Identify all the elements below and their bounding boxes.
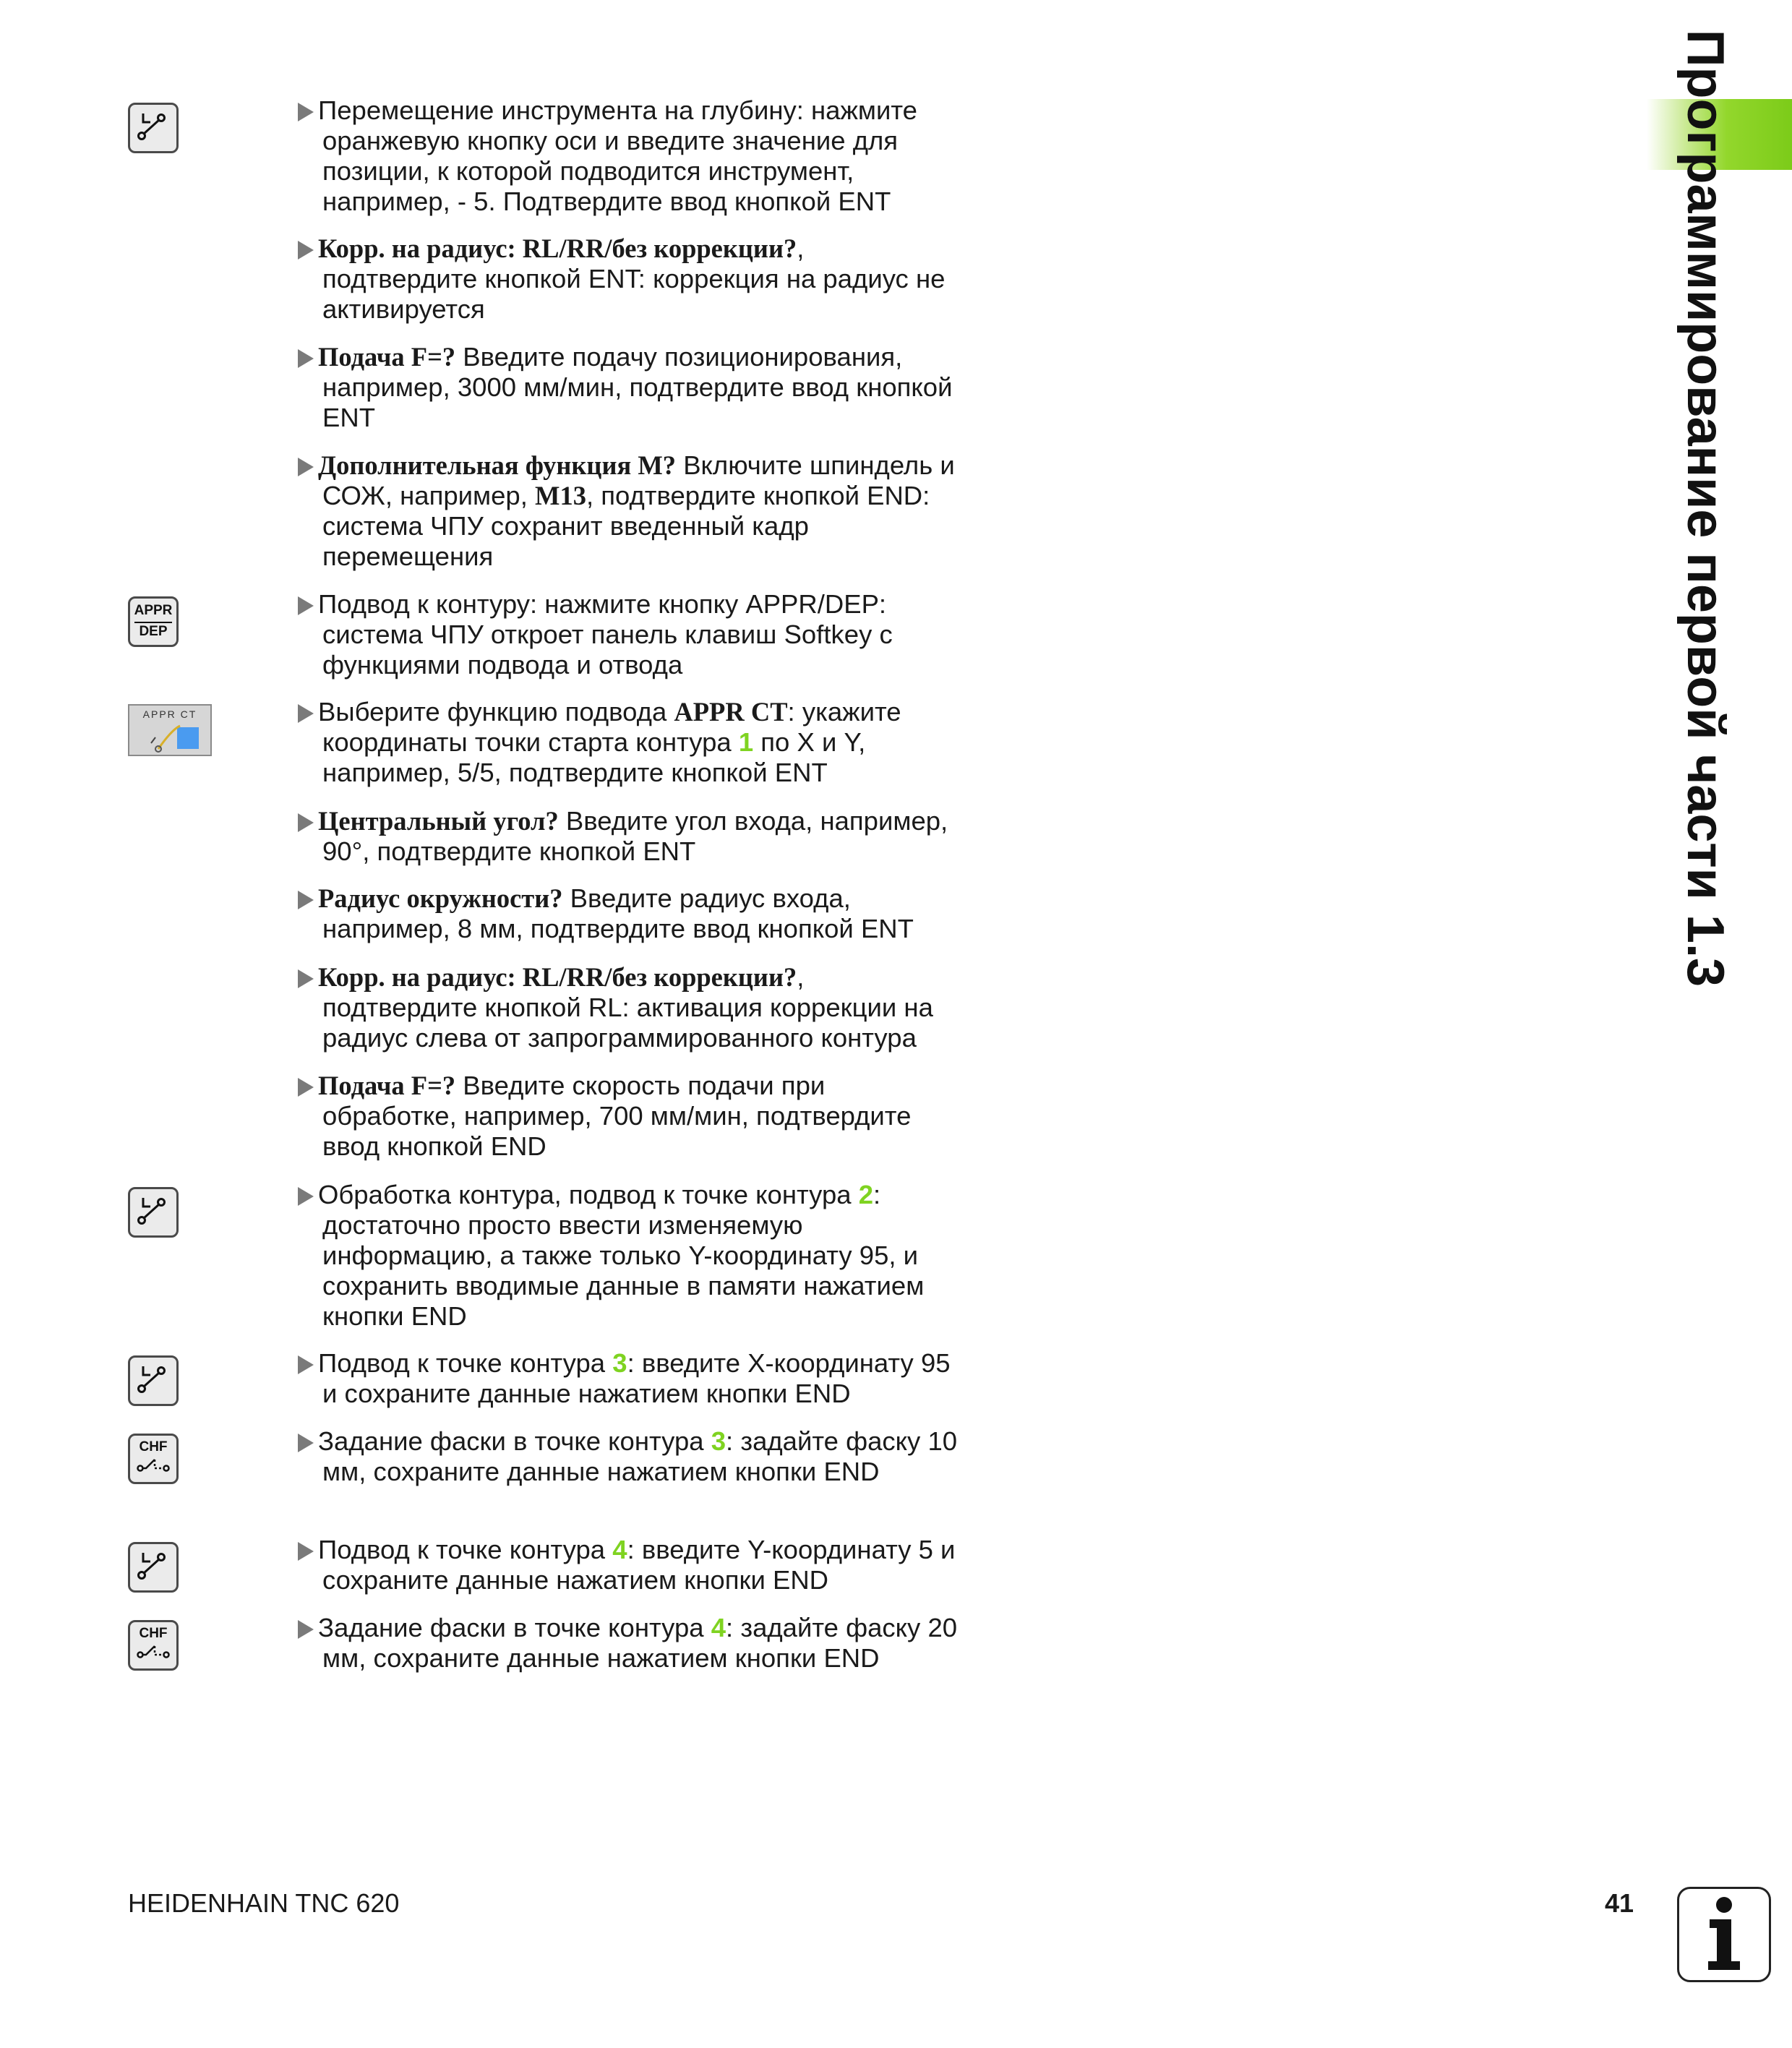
step-prompt-text: Подача F=?	[318, 1071, 456, 1100]
bullet-arrow-icon	[298, 1542, 314, 1561]
appr-ct-softkey-icon	[128, 704, 212, 756]
bullet-arrow-icon	[298, 1620, 314, 1639]
bullet-arrow-icon	[298, 241, 314, 260]
bullet-arrow-icon	[298, 596, 314, 615]
step-body-text: по X и Y, например, 5/5, подтвердите кнопкой ENT	[322, 727, 866, 787]
step-body-text: Включите шпиндель и СОЖ, например,	[322, 450, 955, 510]
bullet-arrow-icon	[298, 349, 314, 368]
step-text	[298, 1180, 963, 1332]
appr-dep-key-icon	[128, 596, 179, 647]
step-body-text: Выберите функцию подвода	[318, 697, 674, 727]
line-l-key-icon	[128, 1355, 179, 1406]
step-text	[298, 1071, 963, 1162]
step-text	[298, 1348, 963, 1409]
step-body-text: Задание фаски в точке контура	[318, 1613, 711, 1642]
instruction-step	[298, 1613, 963, 1674]
step-body-text: , подтвердите кнопкой RL: активация коррекции на радиус слева от запрограммированного контура	[322, 962, 933, 1053]
step-prompt-text: Корр. на радиус: RL/RR/без коррекции?	[318, 962, 797, 992]
bullet-arrow-icon	[298, 1078, 314, 1097]
step-body-text: Обработка контура, подвод к точке контура	[318, 1180, 859, 1209]
step-text	[298, 1426, 963, 1487]
step-text	[298, 342, 963, 433]
step-body-text: , подтвердите кнопкой ENT: коррекция на радиус не активируется	[322, 233, 946, 324]
instruction-step	[298, 450, 963, 572]
step-body-text: Подвод к точке контура	[318, 1348, 613, 1378]
instruction-step	[298, 342, 963, 433]
step-prompt-text: Корр. на радиус: RL/RR/без коррекции?	[318, 233, 797, 263]
step-prompt-text: Подача F=?	[318, 342, 456, 372]
bullet-arrow-icon	[298, 1355, 314, 1374]
page-number: 41	[1605, 1888, 1634, 1918]
step-body-text: Введите радиус входа, например, 8 мм, подтвердите ввод кнопкой ENT	[322, 883, 914, 943]
step-body-text: Перемещение инструмента на глубину: нажмите оранжевую кнопку оси и введите значение для позиции, к которой подводится инструмент, например, - 5. Подтвердите ввод кнопкой ENT	[318, 95, 917, 216]
instruction-step	[298, 589, 963, 680]
step-body-text: : введите Y-координату 5 и сохраните данные нажатием кнопки END	[322, 1535, 956, 1595]
step-text	[298, 962, 963, 1053]
instruction-step	[298, 233, 963, 325]
line-l-key-icon	[128, 103, 179, 153]
bullet-arrow-icon	[298, 103, 314, 121]
step-body-text: Подвод к контуру: нажмите кнопку APPR/DEP: система ЧПУ откроет панель клавиш Softkey с функциями подвода и отвода	[318, 589, 893, 680]
contour-point-number: 4	[612, 1535, 627, 1564]
step-text	[298, 1535, 963, 1595]
step-text	[298, 806, 963, 867]
bullet-arrow-icon	[298, 813, 314, 832]
bullet-arrow-icon	[298, 458, 314, 476]
step-text	[298, 697, 963, 788]
instruction-step	[298, 95, 963, 217]
step-body-text: : задайте фаску 20 мм, сохраните данные нажатием кнопки END	[322, 1613, 958, 1673]
chf-key-label: CHF	[139, 1626, 168, 1641]
step-text	[298, 233, 963, 325]
instruction-step	[298, 806, 963, 867]
chf-key-icon	[128, 1434, 179, 1484]
instruction-step	[298, 1180, 963, 1332]
instruction-step	[298, 1535, 963, 1595]
instruction-step	[298, 697, 963, 788]
contour-point-number: 2	[858, 1180, 873, 1209]
step-prompt-text: APPR CT	[674, 697, 788, 727]
chf-key-icon	[128, 1620, 179, 1671]
step-body-text: , подтвердите кнопкой END: система ЧПУ сохранит введенный кадр перемещения	[322, 481, 930, 571]
contour-point-number: 4	[711, 1613, 726, 1642]
line-l-key-icon	[128, 1542, 179, 1593]
step-body-text: Введите подачу позиционирования, например, 3000 мм/мин, подтвердите ввод кнопкой ENT	[322, 342, 953, 432]
instruction-step	[298, 1348, 963, 1409]
instruction-step	[298, 883, 963, 944]
step-prompt-text: Центральный угол?	[318, 806, 559, 836]
line-l-key-icon	[128, 1187, 179, 1238]
step-text	[298, 450, 963, 572]
step-prompt-text: Дополнительная функция M?	[318, 450, 677, 480]
step-body-text: Введите скорость подачи при обработке, например, 700 мм/мин, подтвердите ввод кнопкой END	[322, 1071, 912, 1161]
step-body-text: Задание фаски в точке контура	[318, 1426, 711, 1456]
step-prompt-text: M13	[535, 481, 586, 510]
step-body-text: : задайте фаску 10 мм, сохраните данные нажатием кнопки END	[322, 1426, 958, 1486]
contour-point-number: 3	[711, 1426, 726, 1456]
contour-point-number: 3	[612, 1348, 627, 1378]
instruction-step	[298, 1071, 963, 1162]
dep-key-label: DEP	[139, 624, 168, 639]
softkey-label: APPR CT	[142, 708, 197, 720]
section-title: 1.3 Программирование первой части	[1676, 29, 1734, 987]
bullet-arrow-icon	[298, 704, 314, 723]
bullet-arrow-icon	[298, 891, 314, 909]
step-prompt-text: Радиус окружности?	[318, 883, 563, 913]
step-body-text: Подвод к точке контура	[318, 1535, 613, 1564]
bullet-arrow-icon	[298, 1434, 314, 1452]
step-text	[298, 95, 963, 217]
bullet-arrow-icon	[298, 1187, 314, 1206]
info-icon	[1677, 1887, 1771, 1982]
step-body-text: : введите X-координату 95 и сохраните данные нажатием кнопки END	[322, 1348, 951, 1408]
contour-point-number: 1	[738, 727, 754, 757]
step-body-text: Введите угол входа, например, 90°, подтвердите кнопкой ENT	[322, 806, 948, 866]
step-body-text: : достаточно просто ввести изменяемую информацию, а также только Y-координату 95, и сохранить вводимые данные в памяти нажатием кнопки END	[322, 1180, 925, 1331]
chf-key-label: CHF	[139, 1439, 168, 1454]
step-body-text: : укажите координаты точки старта контура	[322, 697, 901, 757]
step-text	[298, 1613, 963, 1674]
step-text	[298, 883, 963, 944]
instruction-step	[298, 962, 963, 1053]
bullet-arrow-icon	[298, 969, 314, 988]
appr-key-label: APPR	[134, 603, 173, 618]
step-text	[298, 589, 963, 680]
footer-product-name: HEIDENHAIN TNC 620	[128, 1888, 400, 1918]
instruction-step	[298, 1426, 963, 1487]
